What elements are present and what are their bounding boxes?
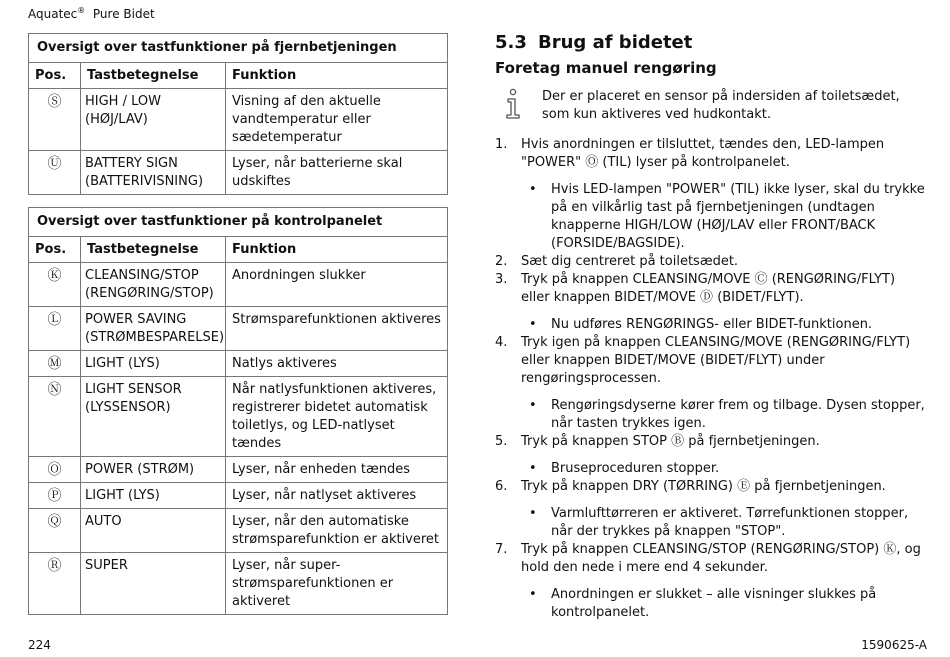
bullet-text: Hvis LED-lampen "POWER" (TIL) ikke lyser, skal du trykke på en vilkårlig tast på fjernbetjeningen (undtagen knapperne HIGH/LOW (HØJ/LAV eller FRONT/BACK (FORSIDE/BAGSIDE).: [551, 182, 925, 251]
list-item: [495, 334, 925, 388]
pos-marker: Ⓟ: [29, 483, 81, 509]
section-number: 5.3: [495, 32, 527, 53]
table-row: [29, 377, 448, 457]
step-number: 4.: [495, 335, 508, 350]
step-number: 5.: [495, 434, 508, 449]
bullet-text: Anordningen er slukket – alle visninger slukkes på kontrolpanelet.: [551, 587, 877, 620]
bullet-text: Rengøringsdyserne kører frem og tilbage. Dysen stopper, når tasten trykkes igen.: [551, 398, 925, 431]
step-number: 6.: [495, 479, 508, 494]
table-row: [29, 307, 448, 351]
key-function: Lyser, når den automatiske strømsparefunktion er aktiveret: [226, 509, 448, 553]
table-row: [29, 509, 448, 553]
bullet-icon: •: [529, 182, 537, 197]
list-item: [495, 478, 925, 496]
table-row: [29, 89, 448, 151]
key-name: POWER (STRØM): [81, 457, 226, 483]
key-name: LIGHT (LYS): [81, 483, 226, 509]
section-title: Brug af bidetet: [538, 32, 693, 53]
pos-marker: Ⓜ: [29, 351, 81, 377]
bullet-icon: •: [529, 317, 537, 332]
table-row: [29, 351, 448, 377]
step-text: Tryk på knappen STOP Ⓑ på fjernbetjeningen.: [521, 434, 820, 449]
key-name: AUTO: [81, 509, 226, 553]
key-function: Lyser, når batterierne skal udskiftes: [226, 151, 448, 195]
step-text: Tryk på knappen DRY (TØRRING) Ⓔ på fjernbetjeningen.: [521, 479, 886, 494]
registered-mark: ®: [77, 6, 86, 15]
key-name: POWER SAVING (STRØMBESPARELSE): [81, 307, 226, 351]
step-text: Sæt dig centreret på toiletsædet.: [521, 254, 739, 269]
col-header-name: Tastbetegnelse: [81, 237, 226, 263]
step-text: Tryk på knappen CLEANSING/STOP (RENGØRING/STOP) Ⓚ, og hold den nede i mere end 4 sekunder.: [521, 542, 921, 575]
col-header-pos: Pos.: [29, 63, 81, 89]
bullet-text: Nu udføres RENGØRINGS- eller BIDET-funktionen.: [551, 317, 873, 332]
table-caption: Oversigt over tastfunktioner på fjernbetjeningen: [29, 34, 448, 63]
list-item: [495, 433, 925, 451]
panel-keys-table: [28, 207, 448, 615]
key-function: Strømsparefunktionen aktiveres: [226, 307, 448, 351]
table-row: [29, 151, 448, 195]
pos-marker: Ⓞ: [29, 457, 81, 483]
table-row: [29, 457, 448, 483]
pos-marker: Ⓛ: [29, 307, 81, 351]
info-note: [495, 88, 925, 122]
key-function: Natlys aktiveres: [226, 351, 448, 377]
step-text: Tryk igen på knappen CLEANSING/MOVE (RENGØRING/FLYT) eller knappen BIDET/MOVE (BIDET/FLYT) under rengøringsprocessen.: [521, 335, 911, 386]
key-function: Når natlysfunktionen aktiveres, registrerer bidetet automatisk toiletlys, og LED-natlyset tændes: [226, 377, 448, 457]
list-item: [495, 505, 925, 541]
pos-marker: Ⓠ: [29, 509, 81, 553]
col-header-function: Funktion: [226, 237, 448, 263]
key-name: BATTERY SIGN (BATTERIVISNING): [81, 151, 226, 195]
key-function: Lyser, når enheden tændes: [226, 457, 448, 483]
subsection-title: Foretag manuel rengøring: [495, 59, 717, 77]
key-function: Lyser, når super-strømsparefunktionen er aktiveret: [226, 553, 448, 615]
steps-list: [495, 136, 925, 622]
table-row: [29, 553, 448, 615]
page-number: 224: [28, 638, 51, 652]
table-row: [29, 483, 448, 509]
list-item: [495, 253, 925, 271]
table-row: [29, 263, 448, 307]
pos-marker: Ⓢ: [29, 89, 81, 151]
list-item: [495, 136, 925, 172]
key-function: Lyser, når natlyset aktiveres: [226, 483, 448, 509]
remote-keys-table: [28, 33, 448, 195]
list-item: [495, 181, 925, 253]
key-name: LIGHT SENSOR (LYSSENSOR): [81, 377, 226, 457]
bullet-text: Varmlufttørreren er aktiveret. Tørrefunktionen stopper, når der trykkes på knappen "STOP".: [551, 506, 909, 539]
list-item: [495, 316, 925, 334]
list-item: [495, 586, 925, 622]
step-text: Tryk på knappen CLEANSING/MOVE Ⓒ (RENGØRING/FLYT) eller knappen BIDET/MOVE Ⓓ (BIDET/FLYT).: [521, 272, 896, 305]
key-name: HIGH / LOW (HØJ/LAV): [81, 89, 226, 151]
col-header-function: Funktion: [226, 63, 448, 89]
bullet-icon: •: [529, 587, 537, 602]
product-name: Pure Bidet: [92, 7, 155, 21]
bullet-text: Bruseproceduren stopper.: [551, 461, 720, 476]
bullet-icon: •: [529, 506, 537, 521]
bullet-icon: •: [529, 461, 537, 476]
section-heading: [495, 30, 925, 56]
step-number: 3.: [495, 272, 508, 287]
document-code: 1590625-A: [861, 638, 927, 652]
list-item: [495, 397, 925, 433]
list-item: [495, 271, 925, 307]
brand-name: Aquatec: [28, 7, 78, 21]
section-body: [495, 30, 925, 622]
running-header: [28, 6, 155, 21]
list-item: [495, 460, 925, 478]
pos-marker: Ⓡ: [29, 553, 81, 615]
step-number: 2.: [495, 254, 508, 269]
list-item: [495, 541, 925, 577]
key-name: LIGHT (LYS): [81, 351, 226, 377]
bullet-icon: •: [529, 398, 537, 413]
step-number: 1.: [495, 137, 508, 152]
pos-marker: Ⓝ: [29, 377, 81, 457]
info-icon: [504, 88, 524, 120]
key-name: CLEANSING/STOP (RENGØRING/STOP): [81, 263, 226, 307]
col-header-pos: Pos.: [29, 237, 81, 263]
key-name: SUPER: [81, 553, 226, 615]
pos-marker: Ⓚ: [29, 263, 81, 307]
step-text: Hvis anordningen er tilsluttet, tændes den, LED-lampen "POWER" Ⓞ (TIL) lyser på kontrolpanelet.: [521, 137, 885, 170]
table-caption: Oversigt over tastfunktioner på kontrolpanelet: [29, 208, 448, 237]
key-function: Visning af den aktuelle vandtemperatur eller sædetemperatur: [226, 89, 448, 151]
note-text: Der er placeret en sensor på indersiden af toiletsædet, som kun aktiveres ved hudkontakt.: [542, 89, 900, 122]
key-function: Anordningen slukker: [226, 263, 448, 307]
col-header-name: Tastbetegnelse: [81, 63, 226, 89]
pos-marker: Ⓤ: [29, 151, 81, 195]
step-number: 7.: [495, 542, 508, 557]
